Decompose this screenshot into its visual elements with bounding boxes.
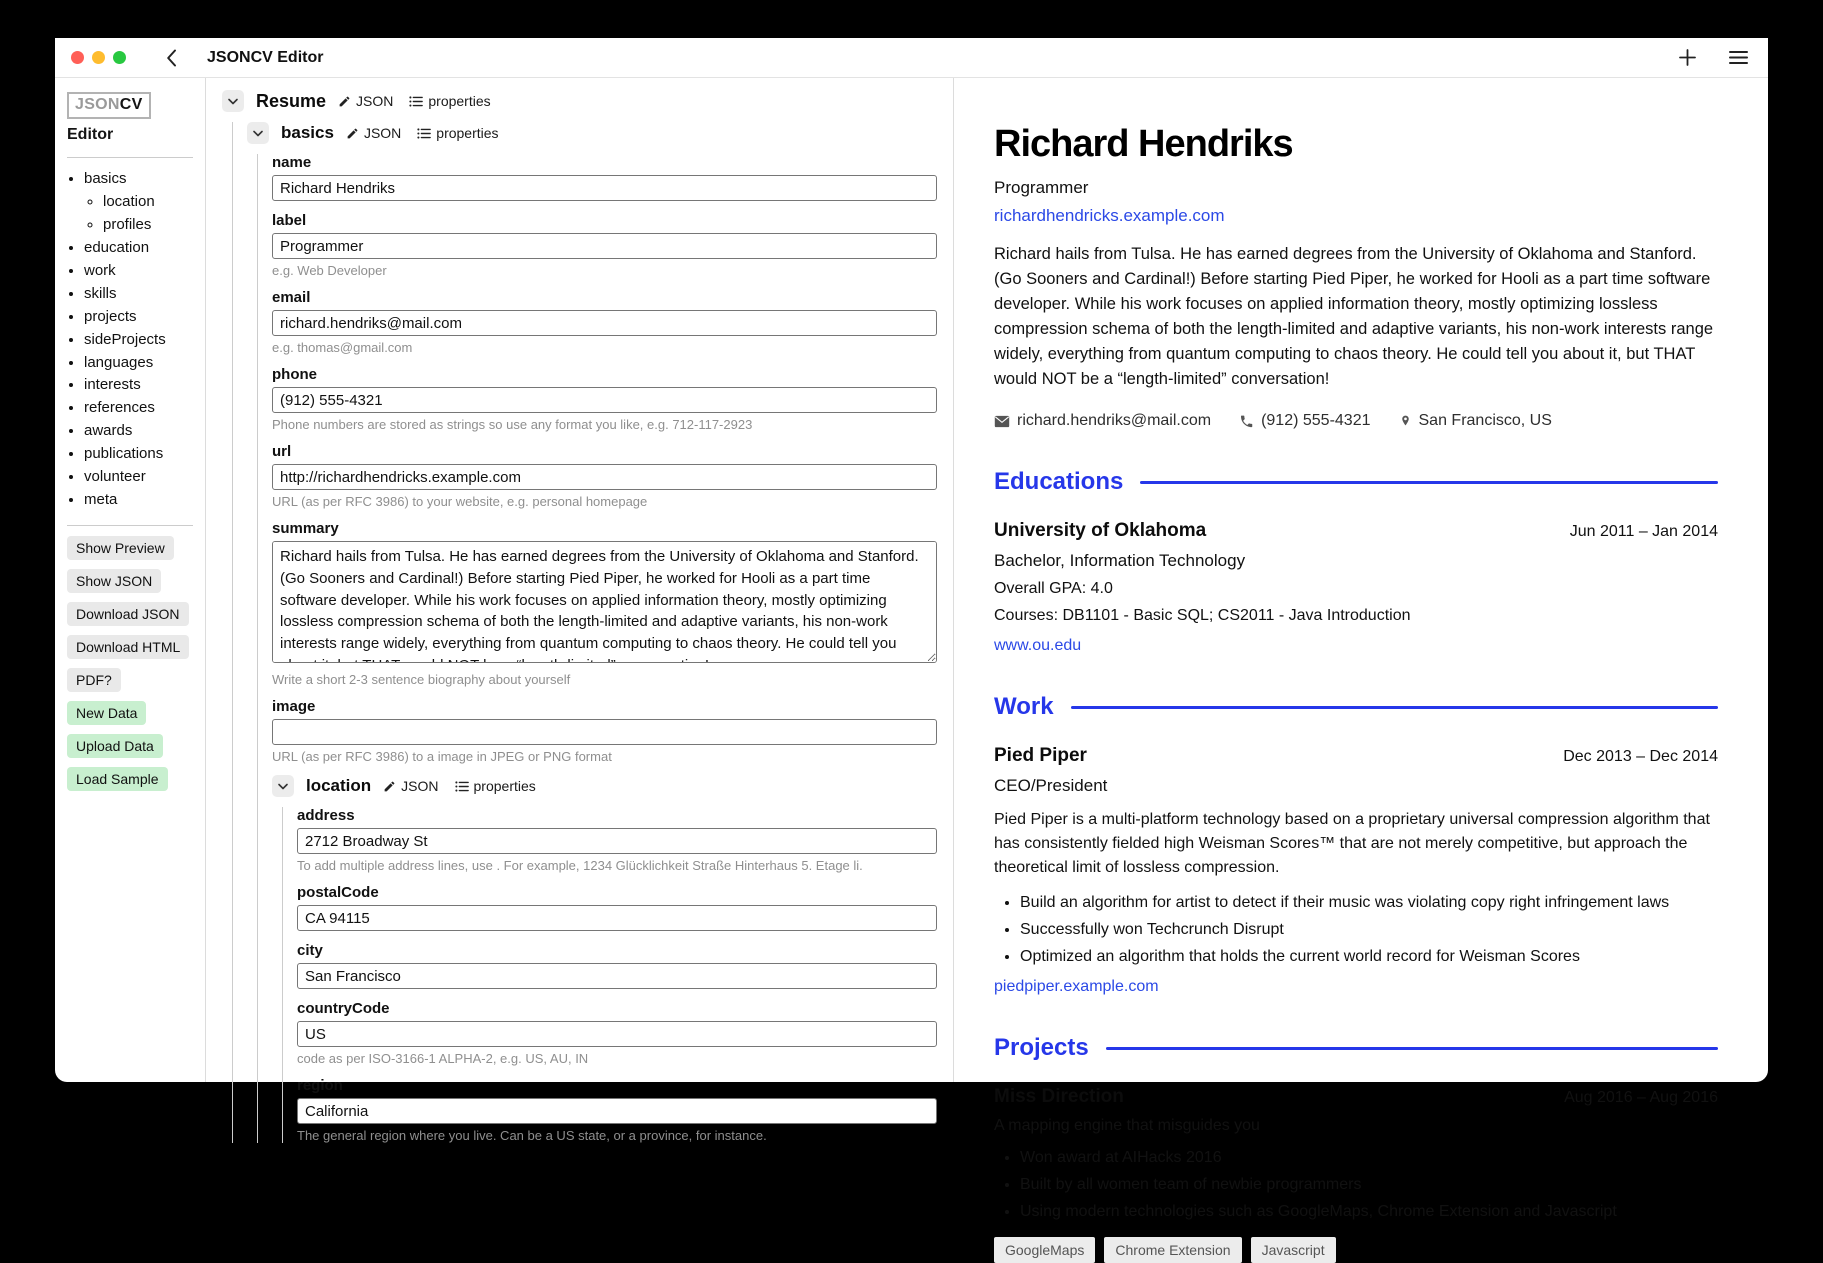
preview-name: Richard Hendriks [994,123,1293,165]
project-tag: GoogleMaps [994,1237,1095,1263]
field-label: countryCode [297,1000,390,1017]
chevron-down-icon [228,98,238,105]
work-highlights [994,894,1718,966]
contact-row [994,412,1718,430]
sidebar-item-languages[interactable]: • languages [84,352,195,375]
field-hint: e.g. thomas@gmail.com [272,340,413,355]
sidebar-item-location[interactable]: ◦ location [103,191,195,214]
field-hint: URL (as per RFC 3986) to a image in JPEG or PNG format [272,749,612,764]
field-label [272,212,937,278]
contact-phone [1239,412,1370,430]
field-label: phone [272,366,317,383]
field-email [272,289,937,355]
resume-children [232,122,937,1143]
project-highlight: • Won award at AIHacks 2016 [1020,1149,1718,1167]
field-hint: Write a short 2-3 sentence biography about yourself [272,672,571,687]
preview-website-link[interactable]: richardhendricks.example.com [994,205,1225,225]
list-icon [455,780,469,793]
location-section-header [272,775,937,797]
sidebar-item-publications[interactable]: • publications [84,443,195,466]
chevron-left-icon [166,49,177,67]
work-dates: Dec 2013 – Dec 2014 [1563,748,1718,766]
project-tags [994,1237,1718,1263]
field-hint: code as per ISO-3166-1 ALPHA-2, e.g. US, AU, IN [297,1051,589,1066]
sidebar [55,78,206,1082]
sidebar-item-projects[interactable]: • projects [84,306,195,329]
location-pin-icon [1399,413,1412,429]
preview-summary: Richard hails from Tulsa. He has earned degrees from the University of Oklahoma and Stanford. (Go Sooners and Cardinal!) Before starting Pied Piper, he worked for Hooli as a part time software developer. While his work focuses on applied information theory, mostly optimizing lossless compression schema of both the length-limited and adaptive variants, his non-work interests range widely, everything from quantum computing to chaos theory. He could tell you about it, but THAT would NOT be a “length-limited” conversation! [994,244,1714,389]
education-courses: Courses: DB1101 - Basic SQL; CS2011 - Java Introduction [994,607,1411,625]
basics-section-header [247,122,937,144]
projects-section-heading [994,1034,1718,1062]
work-highlight: • Build an algorithm for artist to detect if their music was violating copy right infringement laws [1020,894,1718,912]
load-sample-button[interactable]: Load Sample [67,767,168,791]
field-hint: The general region where you live. Can be a US state, or a province, for instance. [297,1128,767,1143]
titlebar [55,38,1768,78]
collapse-basics-button[interactable] [247,122,269,144]
sidebar-item-skills[interactable]: • skills [84,283,195,306]
location-properties-button[interactable] [455,778,536,794]
project-highlight: • Using modern technologies such as GoogleMaps, Chrome Extension and Javascript [1020,1203,1718,1221]
editor-panel [206,78,954,1143]
field-label: region [297,1077,343,1094]
divider [67,525,193,526]
preview-panel [954,78,1768,1259]
back-button[interactable] [162,47,181,69]
field-city [297,942,937,989]
basics-edit-json-button[interactable] [346,125,401,141]
phone-icon [1239,414,1254,429]
properties-link-label: properties [473,778,536,794]
pencil-icon [346,127,359,140]
url-input[interactable] [272,464,937,490]
section-heading-rule [1140,481,1718,484]
zoom-window-button[interactable] [113,51,126,64]
field-label: city [297,942,323,959]
resume-section-title: Resume [256,90,327,111]
sidebar-item-work[interactable]: • work [84,260,195,283]
sidebar-item-awards[interactable]: • awards [84,420,195,443]
upload-data-button[interactable]: Upload Data [67,734,163,758]
plus-icon [1678,48,1697,67]
collapse-resume-button[interactable] [222,90,244,112]
chevron-down-icon [278,783,288,790]
field-label: name [272,154,312,171]
work-position: CEO/President [994,776,1108,796]
field-url [272,443,937,509]
contact-email [994,412,1211,430]
postalCode-input[interactable] [297,905,937,931]
sidebar-item-references[interactable]: • references [84,397,195,420]
work-entry-header [994,745,1718,767]
envelope-icon [994,415,1010,428]
preview-job-title: Programmer [994,177,1089,197]
logo-cv-text: CV [119,96,143,113]
resume-edit-json-button[interactable] [338,93,393,109]
sidebar-item-education[interactable]: • education [84,237,195,260]
show-preview-button[interactable]: Show Preview [67,536,174,560]
field-name [272,154,937,201]
close-window-button[interactable] [71,51,84,64]
section-heading-text: Work [994,693,1054,721]
summary-textarea[interactable] [272,541,937,663]
field-label: label [272,212,307,229]
window-title: JSONCV Editor [207,48,324,66]
work-summary: Pied Piper is a multi-platform technology based on a proprietary universal compression algorithm that has consistently fielded high Weisman Scores™ that are not merely competitive, but approach the theoretical limit of lossless compression. [994,811,1710,877]
basics-section-title: basics [281,123,334,142]
sidebar-item-meta[interactable]: • meta [84,489,195,512]
sidebar-item-interests[interactable]: • interests [84,374,195,397]
phone-input[interactable] [272,387,937,413]
contact-email-text: richard.hendriks@mail.com [1017,412,1212,430]
resume-properties-button[interactable] [409,93,490,109]
sidebar-item-profiles[interactable]: ◦ profiles [103,214,195,237]
work-website-link[interactable]: piedpiper.example.com [994,978,1159,996]
divider [67,157,193,158]
sidebar-item-label: basics [84,170,127,187]
education-degree: Bachelor, Information Technology [994,551,1246,571]
basics-properties-button[interactable] [417,125,498,141]
field-hint: e.g. Web Developer [272,263,387,278]
basics-fields [257,154,937,1143]
field-hint: Phone numbers are stored as strings so use any format you like, e.g. 712-117-2923 [272,417,753,432]
field-label: postalCode [297,884,379,901]
list-icon [409,95,423,108]
chevron-down-icon [253,130,263,137]
education-dates: Jun 2011 – Jan 2014 [1569,523,1718,541]
field-countryCode [297,1000,937,1066]
image-input[interactable] [272,719,937,745]
work-section-heading [994,693,1718,721]
json-link-label: JSON [401,778,439,794]
field-label: email [272,289,311,306]
field-label: summary [272,520,339,537]
project-dates: Aug 2016 – Aug 2016 [1564,1089,1718,1107]
email-input[interactable] [272,310,937,336]
contact-phone-text: (912) 555-4321 [1261,412,1371,430]
pdf-button[interactable]: PDF? [67,668,121,692]
field-image [272,698,937,764]
sidebar-item-basics[interactable] [84,168,195,237]
sidebar-item-sideProjects[interactable]: • sideProjects [84,329,195,352]
json-link-label: JSON [356,93,394,109]
hamburger-icon [1729,50,1748,65]
label-input[interactable] [272,233,937,259]
location-edit-json-button[interactable] [383,778,438,794]
education-gpa: Overall GPA: 4.0 [994,580,1113,598]
address-input[interactable] [297,828,937,854]
section-nav [67,168,195,512]
list-icon [417,127,431,140]
project-description: A mapping engine that misguides you [994,1117,1260,1135]
field-phone [272,366,937,432]
project-highlights [994,1149,1718,1221]
field-region [297,1077,937,1143]
education-entry-header [994,520,1718,542]
properties-link-label: properties [436,125,499,141]
window-controls [71,51,126,64]
json-link-label: JSON [363,125,402,141]
field-postalCode [297,884,937,931]
pencil-icon [338,95,351,108]
field-label: address [297,807,355,824]
work-company: Pied Piper [994,745,1087,767]
app-window [55,38,1768,1259]
region-input[interactable] [297,1098,937,1124]
resume-section-header [222,90,937,112]
download-html-button[interactable]: Download HTML [67,635,189,659]
project-tag: Javascript [1251,1237,1336,1263]
education-institution: University of Oklahoma [994,520,1207,542]
field-address [297,807,937,873]
project-entry-header [994,1086,1718,1108]
project-highlight: • Built by all women team of newbie programmers [1020,1176,1718,1194]
work-highlight: • Successfully won Techcrunch Disrupt [1020,921,1718,939]
field-summary [272,520,937,687]
section-heading-text: Educations [994,468,1124,496]
section-heading-rule [1071,706,1718,709]
field-label: image [272,698,316,715]
project-name: Miss Direction [994,1086,1124,1108]
contact-location [1399,412,1552,430]
contact-location-text: San Francisco, US [1418,412,1552,430]
project-tag: Chrome Extension [1104,1237,1241,1263]
field-hint: URL (as per RFC 3986) to your website, e.g. personal homepage [272,494,648,509]
field-label: url [272,443,292,460]
minimize-window-button[interactable] [92,51,105,64]
location-fields [282,807,937,1143]
sidebar-item-volunteer[interactable]: • volunteer [84,466,195,489]
educations-section-heading [994,468,1718,496]
city-input[interactable] [297,963,937,989]
menu-button[interactable] [1727,48,1750,67]
logo-subtitle: Editor [67,126,114,143]
section-heading-text: Projects [994,1034,1089,1062]
collapse-location-button[interactable] [272,775,294,797]
properties-link-label: properties [428,93,491,109]
pencil-icon [383,780,396,793]
new-tab-button[interactable] [1676,46,1699,69]
location-section-title: location [306,776,372,795]
show-json-button[interactable]: Show JSON [67,569,161,593]
education-website-link[interactable]: www.ou.edu [994,637,1082,655]
work-highlight: • Optimized an algorithm that holds the current world record for Weisman Scores [1020,948,1718,966]
field-hint: To add multiple address lines, use . For example, 1234 Glücklichkeit Straße Hinterhaus 5. Etage li. [297,858,863,873]
app-logo [67,92,195,144]
section-heading-rule [1106,1047,1718,1050]
name-input[interactable] [272,175,937,201]
new-data-button[interactable]: New Data [67,701,146,725]
download-json-button[interactable]: Download JSON [67,602,189,626]
countryCode-input[interactable] [297,1021,937,1047]
logo-json-text: JSON [75,96,120,113]
